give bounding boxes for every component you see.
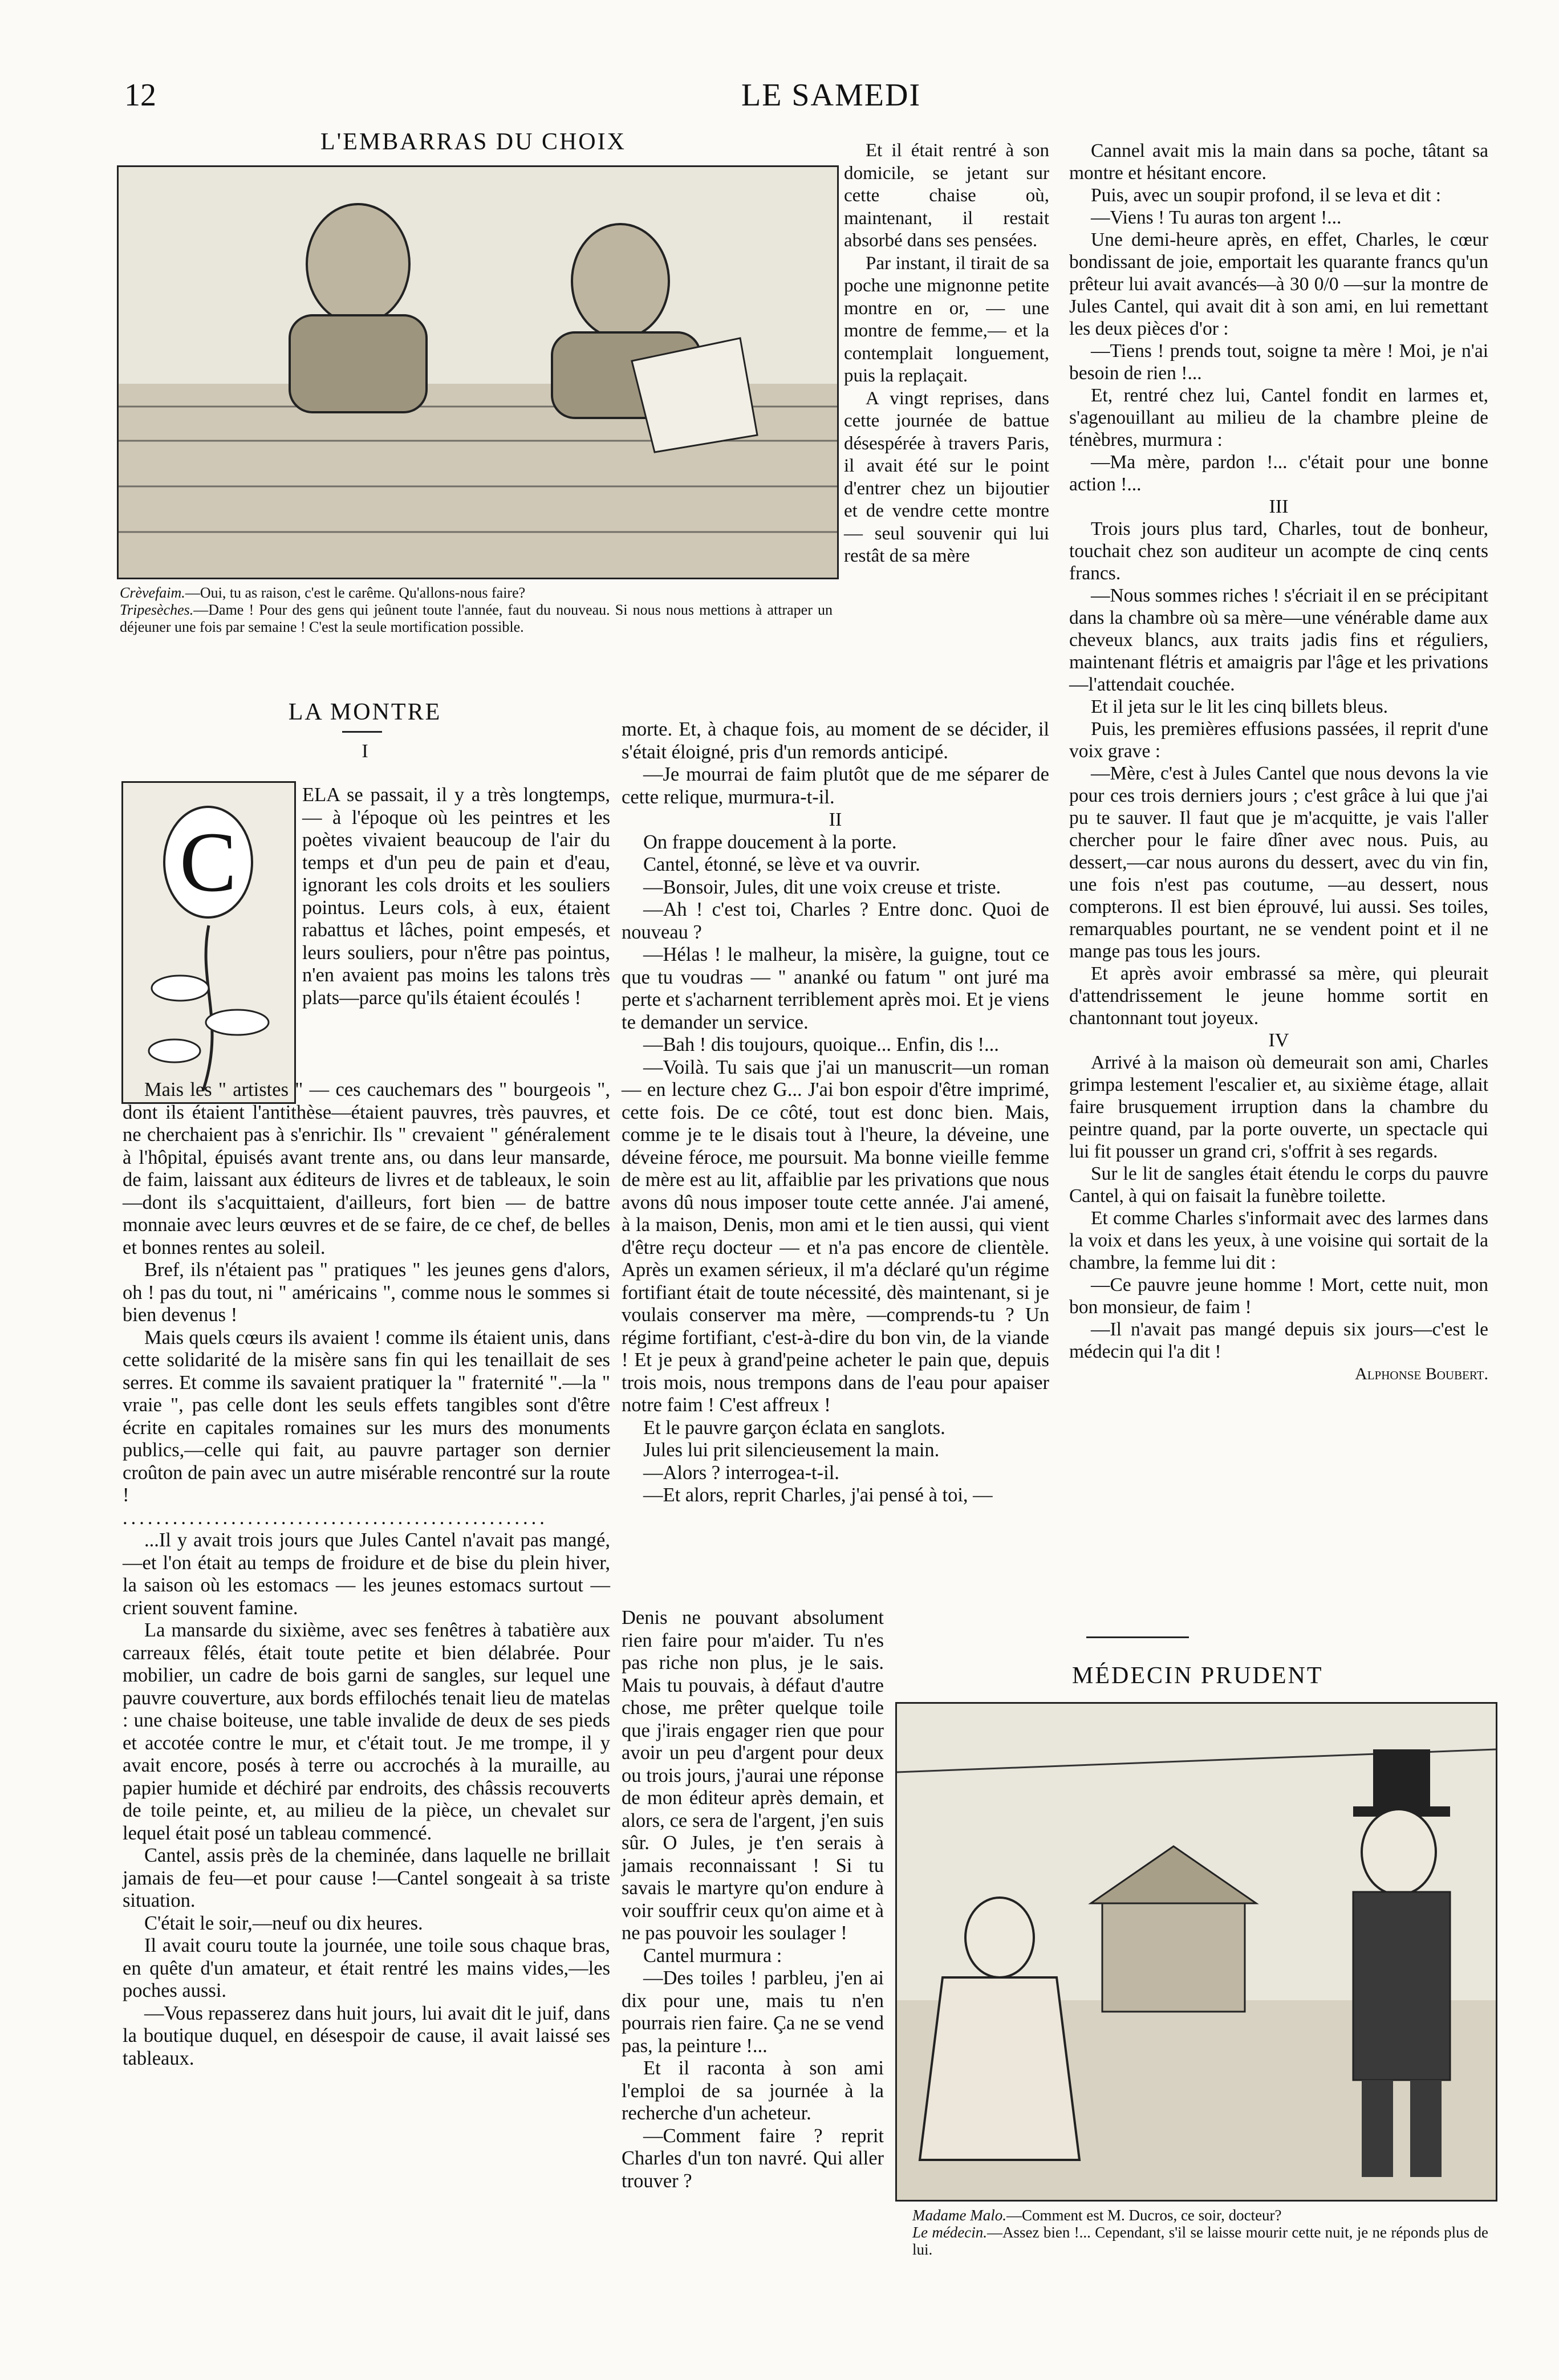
caption-speaker: Le médecin. — [912, 2224, 988, 2241]
col2-narrow-text — [844, 140, 1049, 568]
cartoon-illustration — [117, 165, 839, 579]
paragraph: On frappe doucement à la porte. — [643, 831, 897, 853]
paragraph: —Alors ? interrogea-t-il. — [643, 1461, 839, 1484]
paragraph: Cantel murmura : — [643, 1944, 782, 1967]
section-rule — [1086, 1636, 1189, 1638]
paragraph: Trois jours plus tard, Charles, tout de bonheur, touchait chez son auditeur un acompte de cinq cents francs. — [1069, 518, 1488, 584]
flower-icon — [123, 783, 294, 1102]
paragraph: —Bah ! dis toujours, quoique... Enfin, dis !... — [643, 1034, 999, 1055]
paragraph: morte. Et, à chaque fois, au moment de se décider, il s'était éloigné, pris d'un remords anticipé. — [622, 718, 1049, 763]
caption-text: —Comment est M. Ducros, ce soir, docteur? — [1006, 2207, 1282, 2224]
paragraph: Mais quels cœurs ils avaient ! comme ils étaient unis, dans cette solidarité de la misère sans fin qui les tenaillait de ses serres. Et comme ils savaient pratiquer la " fraternité ".—la " vraie ", pas celle dont les seuls effets tangibles sont d'être écrite en capitales romaines sur les murs des monuments publics,—celle qui fait, au pauvre partager son dernier croûton de pain avec un autre misérable rencontré sur la route ! — [123, 1326, 610, 1506]
cartoon2-caption — [912, 2207, 1488, 2258]
paragraph: —Viens ! Tu auras ton argent !... — [1091, 207, 1342, 228]
section-number: I — [362, 741, 368, 762]
caption-speaker: Madame Malo. — [912, 2207, 1006, 2224]
paragraph: —Tiens ! prends tout, soigne ta mère ! Moi, je n'ai besoin de rien !... — [1069, 340, 1488, 384]
col2-text — [622, 718, 1049, 1507]
paragraph: La mansarde du sixième, avec ses fenêtres à tabatière aux carreaux fêlés, était toute petite et bien délabrée. Pour mobilier, un cadre de bois garni de sangles, sur lequel une pauvre couverture, aux bords effilochés tenait lieu de matelas : une chaise boiteuse, une table invalide de deux de ses pieds et accotée contre le mur, et c'était tout. Je me trompe, il y avait encore, posés à terre ou accrochés à la muraille, au papier humide et déchiré par endroits, des châssis recouverts de toile peinte, et, au milieu de la pièce, un chevalet sur lequel était posé un tableau commencé. — [123, 1619, 610, 1844]
paragraph: —Nous sommes riches ! s'écriait il en se précipitant dans la chambre où sa mère—une vénérable dame aux cheveux blancs, aux traits jadis fins et réguliers, maintenant flétris et amaigris par l'âge et les privations—l'attendait couchée. — [1069, 585, 1488, 695]
paragraph: Puis, avec un soupir profond, il se leva et dit : — [1091, 185, 1442, 206]
col1-dropcap-text — [302, 784, 610, 1009]
paragraph: —Il n'avait pas mangé depuis six jours—c'est le médecin qui l'a dit ! — [1069, 1319, 1488, 1362]
col2-narrow-bottom-text — [622, 1607, 884, 2192]
doctor-and-woman-drawing — [897, 1704, 1496, 2200]
paragraph: —Comment faire ? reprit Charles d'un ton navré. Qui aller trouver ? — [622, 2125, 884, 2192]
paragraph: —Hélas ! le malheur, la misère, la guigne, tout ce que tu voudras — " ananké ou fatum " ont juré ma perte et s'acharnent terriblement après moi. Et je viens te demander un service. — [622, 944, 1049, 1033]
paragraph: Et il était rentré à son domicile, se jetant sur cette chaise où, maintenant, il restait absorbé dans ses pensées. — [844, 140, 1049, 251]
paragraph: —Bonsoir, Jules, dit une voix creuse et triste. — [643, 876, 1001, 898]
paragraph: Cannel avait mis la main dans sa poche, tâtant sa montre et hésitant encore. — [1069, 140, 1488, 184]
paragraph: —Vous repasserez dans huit jours, lui avait dit le juif, dans la boutique duquel, en désespoir de cause, il avait laissé ses tableaux. — [123, 2002, 610, 2069]
caption-text: —Oui, tu as raison, c'est le carême. Qu'allons-nous faire? — [185, 584, 526, 601]
paragraph: Et le pauvre garçon éclata en sanglots. — [643, 1416, 945, 1439]
paragraph: Et il jeta sur le lit les cinq billets bleus. — [1091, 696, 1389, 717]
caption-line — [912, 2207, 1488, 2224]
col1-text — [123, 1079, 610, 2070]
dropcap-letter: C — [163, 806, 253, 919]
paragraph: Arrivé à la maison où demeurait son ami, Charles grimpa lestement l'escalier et, au sixième étage, allait faire brusquement irruption dans la chambre du peintre quand, par la porte ouverte, un spectacle qui lui fit pousser un grand cri, s'offrit à ses regards. — [1069, 1052, 1488, 1162]
paragraph: Mais les " artistes " — ces cauchemars des " bourgeois ", dont ils étaient l'antithèse—étaient pauvres, très pauvres, et ne cherchaient pas à s'enrichir. Ils " crevaient " généralement à l'hôpital, épuisés avant trente ans, ou dans leur mansarde, de faim, laissant aux éditeurs de livres et de tableaux, le soin—dont ils s'acquittaient, d'ailleurs, fort bien — de battre monnaie avec leurs œuvres et de se faire, de ce chef, de belles et bonnes rentes au soleil. — [123, 1079, 610, 1258]
paragraph: —Des toiles ! parbleu, j'en ai dix pour une, mais tu n'en pourrais rien faire. Ça ne se vend pas, la peinture !... — [622, 1967, 884, 2057]
caption-text: —Dame ! Pour des gens qui jeûnent toute l'année, faut du nouveau. Si nous nous mettions à attraper un déjeuner une fois par semaine ! C'est la seule mortification possible. — [120, 602, 833, 635]
separator-dots: ................................................... — [123, 1506, 548, 1529]
paragraph: —Ce pauvre jeune homme ! Mort, cette nuit, mon bon monsieur, de faim ! — [1069, 1274, 1488, 1318]
paragraph: A vingt reprises, dans cette journée de battue désespérée à travers Paris, il avait été sur le point d'entrer chez un bijoutier et de vendre cette montre — seul souvenir qui lui restât de sa mère — [844, 388, 1049, 566]
paragraph: —Voilà. Tu sais que j'ai un manuscrit—un roman — en lecture chez G... J'ai bon espoir d'être imprimé, cette fois. De ce côté, tout est donc bien. Mais, comme je te le disais tout à l'heure, la déveine, une déveine féroce, me poursuit. Ma bonne vieille femme de mère est au lit, affaiblie par les privations que nous avons dû nous imposer toute cette année. J'ai amené, à la maison, Denis, mon ami et le tien aussi, qui vient d'être reçu docteur — et n'a pas encore de clientèle. Après un examen sérieux, il m'a déclaré qu'un régime fortifiant était de toute nécessité, dès maintenant, si je voulais conserver ma mère, —comprends-tu ? Un régime fortifiant, c'est-à-dire du bon vin, de la viande ! Et je peux à grand'peine acheter le pain que, depuis trois mois, nous trempons dans de l'eau pour apaiser notre faim ! C'est affreux ! — [622, 1056, 1049, 1416]
paragraph: Cantel, étonné, se lève et va ouvrir. — [643, 854, 920, 875]
paragraph: Sur le lit de sangles était étendu le corps du pauvre Cantel, à qui on faisait la funèbre toilette. — [1069, 1163, 1488, 1207]
title-rule — [342, 731, 382, 733]
dropcap-ornament — [121, 781, 296, 1104]
paragraph: Et comme Charles s'informait avec des larmes dans la voix et dans les yeux, à une voisine qui sortait de la chambre, la femme lui dit : — [1069, 1208, 1488, 1273]
cartoon2-title: MÉDECIN PRUDENT — [1072, 1663, 1323, 1689]
paragraph: —Et alors, reprit Charles, j'ai pensé à toi, — — [643, 1484, 993, 1506]
paragraph: Et il raconta à son ami l'emploi de sa journée à la recherche d'un acheteur. — [622, 2057, 884, 2124]
caption-line — [912, 2224, 1488, 2258]
caption-speaker: Crèvefaim. — [120, 584, 185, 601]
paragraph: —Ma mère, pardon !... c'était pour une bonne action !... — [1069, 452, 1488, 495]
page-number: 12 — [124, 78, 156, 113]
section-number: III — [1269, 496, 1289, 517]
paragraph: C'était le soir,—neuf ou dix heures. — [144, 1912, 423, 1934]
paragraph: Et après avoir embrassé sa mère, qui pleurait d'attendrissement le jeune homme sortit en chantonnant tout joyeux. — [1069, 963, 1488, 1029]
story-title: LA MONTRE — [288, 699, 442, 725]
two-men-at-fence-drawing — [119, 167, 837, 578]
cartoon2-illustration — [895, 1702, 1497, 2202]
section-number: IV — [1268, 1030, 1289, 1051]
paragraph: Jules lui prit silencieusement la main. — [643, 1439, 940, 1461]
paragraph: —Ah ! c'est toi, Charles ? Entre donc. Quoi de nouveau ? — [622, 899, 1049, 943]
paragraph: Bref, ils n'étaient pas " pratiques " les jeunes gens d'alors, oh ! pas du tout, ni " américains ", comme nous le sommes si bien devenus ! — [123, 1259, 610, 1326]
caption-speaker: Tripesèches. — [120, 602, 194, 618]
cartoon-title: L'EMBARRAS DU CHOIX — [320, 129, 626, 155]
paragraph: Denis ne pouvant absolument rien faire pour m'aider. Tu n'es pas riche non plus, je le sais. Mais tu pouvais, à défaut d'autre chose, me prêter quelque toile que j'irais engager rien que pour avoir un peu d'argent pour deux ou trois jours, j'aurai une réponse de mon éditeur après demain, et alors, ce sera de l'argent, j'en suis sûr. O Jules, je t'en serais à jamais reconnaissant ! Si tu savais le martyre qu'on endure à voir souffrir ceux qu'on aime et à ne pas pouvoir les soulager ! — [622, 1607, 884, 1944]
cartoon-caption — [120, 584, 833, 636]
paragraph: ELA se passait, il y a très longtemps, — à l'époque où les peintres et les poètes vivaient beaucoup de l'air du temps et d'un peu de pain et d'eau, ignorant les cols droits et les souliers pointus. Leurs cols, à eux, étaient rabattus et lâches, point empesés, et leurs souliers, pour n'être pas pointus, n'en avaient pas moins les talons très plats—parce qu'ils étaient écoulés ! — [302, 784, 610, 1009]
paragraph: —Je mourrai de faim plutôt que de me séparer de cette relique, murmura-t-il. — [622, 763, 1049, 808]
paragraph: —Mère, c'est à Jules Cantel que nous devons la vie pour ces trois derniers jours ; c'est grâce à lui que j'ai pu te sauver. Il faut que je m'acquitte, je vais l'aller chercher pour le faire dîner avec nous. Puis, au dessert,—car nous aurons du dessert, avec du vin fin, une fois n'est pas coutume, —au dessert, nous compterons. Il est bien éprouvé, lui aussi. Ses toiles, remarquables pourtant, ne se vendent point et il ne mange pas tous les jours. — [1069, 763, 1488, 962]
col3-text — [1069, 140, 1488, 1385]
author-signature: Alphonse Boubert. — [1355, 1364, 1488, 1383]
paragraph: Une demi-heure après, en effet, Charles, le cœur bondissant de joie, emportait les quarante francs qu'un prêteur lui avait avancés—à 30 0/0 —sur la montre de Jules Cantel, qui avait dit à son ami, en lui remettant les deux pièces d'or : — [1069, 229, 1488, 339]
paragraph: Et, rentré chez lui, Cantel fondit en larmes et, s'agenouillant au milieu de la chambre pleine de ténèbres, murmura : — [1069, 385, 1488, 450]
paragraph: Il avait couru toute la journée, une toile sous chaque bras, en quête d'un amateur, et était rentré les mains vides,—les poches aussi. — [123, 1935, 610, 2001]
journal-title: LE SAMEDI — [741, 78, 921, 113]
section-number: II — [829, 809, 842, 830]
caption-line — [120, 602, 833, 636]
paragraph: Cantel, assis près de la cheminée, dans laquelle ne brillait jamais de feu—et pour cause !—Cantel songeait à sa triste situation. — [123, 1845, 610, 1911]
caption-line — [120, 584, 833, 602]
paragraph: Par instant, il tirait de sa poche une mignonne petite montre en or, — une montre de femme,— et la contemplait longuement, puis la replaçait. — [844, 253, 1049, 386]
paragraph: ...Il y avait trois jours que Jules Cantel n'avait pas mangé,—et l'on était au temps de froidure et de bise du plein hiver, la saison où les estomacs — les jeunes estomacs surtout — crient souvent famine. — [123, 1529, 610, 1619]
caption-text: —Assez bien !... Cependant, s'il se laisse mourir cette nuit, je ne réponds plus de lui. — [912, 2224, 1488, 2258]
paragraph: Puis, les premières effusions passées, il reprit d'une voix grave : — [1069, 718, 1488, 762]
